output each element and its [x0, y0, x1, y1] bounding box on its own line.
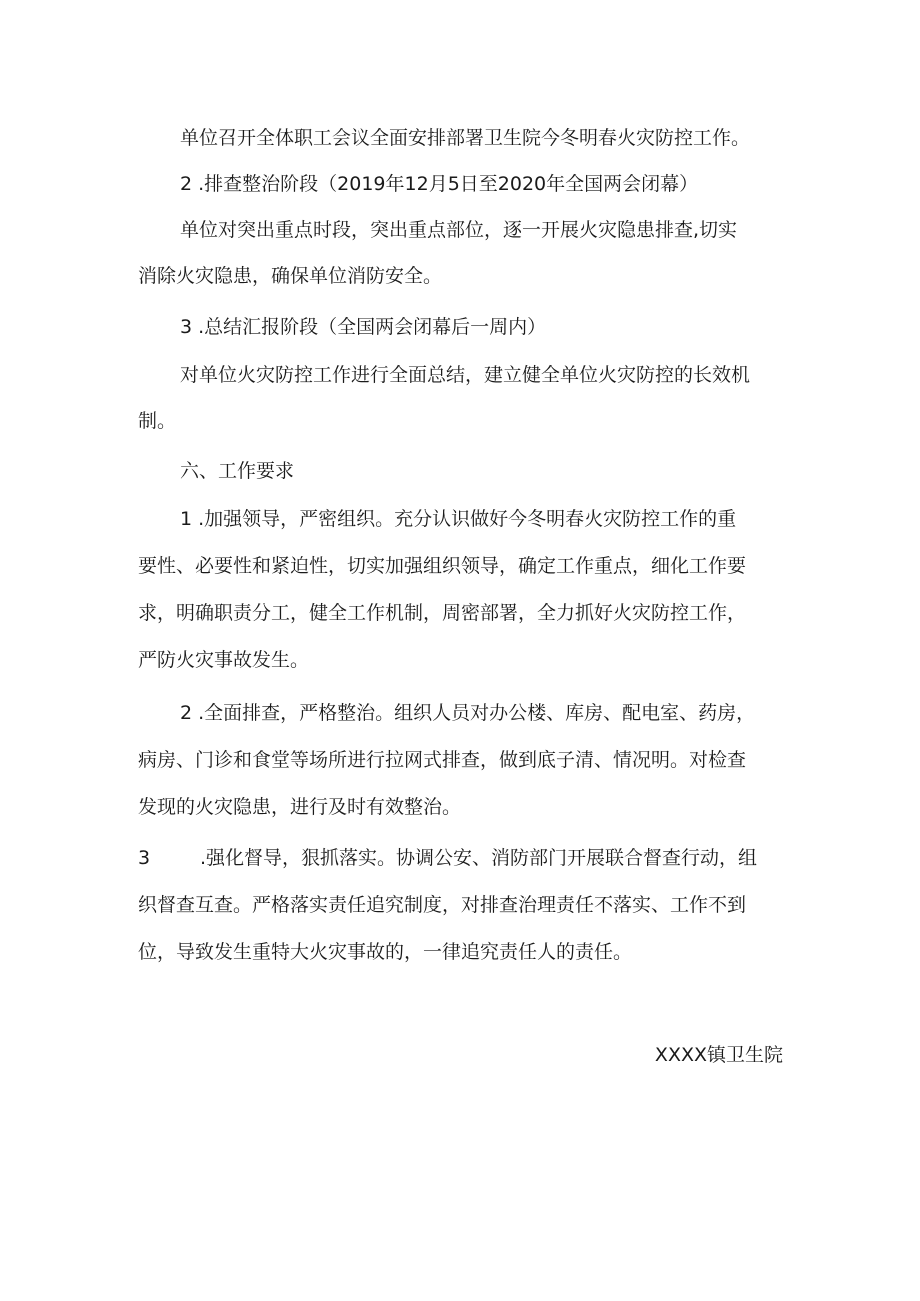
- text-line: [138, 838, 788, 878]
- heading-investigation-phase: [138, 164, 788, 204]
- text-line: 严防火灾事故发生。: [138, 649, 310, 671]
- text-line: 2 .全面排查，严格整治。组织人员对办公楼、库房、配电室、药房，: [180, 702, 756, 724]
- text-line: 2 .排查整治阶段（2019年12月5日至2020年全国两会闭幕）: [180, 173, 699, 195]
- text-line: 单位召开全体职工会议全面安排部署卫生院今冬明春火灾防控工作。: [180, 127, 751, 149]
- text-line: 3 .总结汇报阶段（全国两会闭幕后一周内）: [180, 316, 547, 338]
- paragraph-supervision: [138, 838, 788, 972]
- text-line: 织督查互查。严格落实责任追究制度，对排查治理责任不落实、工作不到: [138, 894, 747, 916]
- paragraph-leadership: [138, 499, 788, 680]
- paragraph-investigation: [138, 210, 788, 296]
- text-line: 要性、必要性和紧迫性，切实加强组织领导，确定工作重点，细化工作要: [138, 555, 747, 577]
- text-line: 病房、门诊和食堂等场所进行拉网式排查，做到底子清、情况明。对检查: [138, 749, 747, 771]
- paragraph-summary: [138, 355, 788, 441]
- list-number: 3: [138, 847, 151, 869]
- paragraph-inspection: [138, 693, 788, 827]
- text-line: 求，明确职责分工，健全工作机制，周密部署，全力抓好火灾防控工作，: [138, 602, 747, 624]
- text-line: 消除火灾隐患，确保单位消防安全。: [138, 265, 443, 287]
- text-line: 制。: [138, 410, 177, 432]
- text-line: 六、工作要求: [180, 460, 295, 482]
- text-line: 发现的火灾隐患，进行及时有效整治。: [138, 796, 462, 818]
- text-line: 对单位火灾防控工作进行全面总结，建立健全单位火灾防控的长效机: [180, 364, 751, 386]
- text-line: 单位对突出重点时段，突出重点部位，逐一开展火灾隐患排查,切实: [180, 219, 738, 241]
- heading-summary-phase: [138, 307, 788, 347]
- section-heading-work-requirements: [138, 451, 788, 491]
- text-segment: .强化督导，狠抓落实。协调公安、消防部门开展联合督查行动，组: [200, 847, 758, 869]
- signature-organization: XXXX镇卫生院: [654, 1044, 783, 1066]
- text-line: 1 .加强领导，严密组织。充分认识做好今冬明春火灾防控工作的重: [180, 508, 737, 530]
- text-line: 位，导致发生重特大火灾事故的，一律追究责任人的责任。: [138, 941, 633, 963]
- paragraph-meeting: [138, 118, 788, 158]
